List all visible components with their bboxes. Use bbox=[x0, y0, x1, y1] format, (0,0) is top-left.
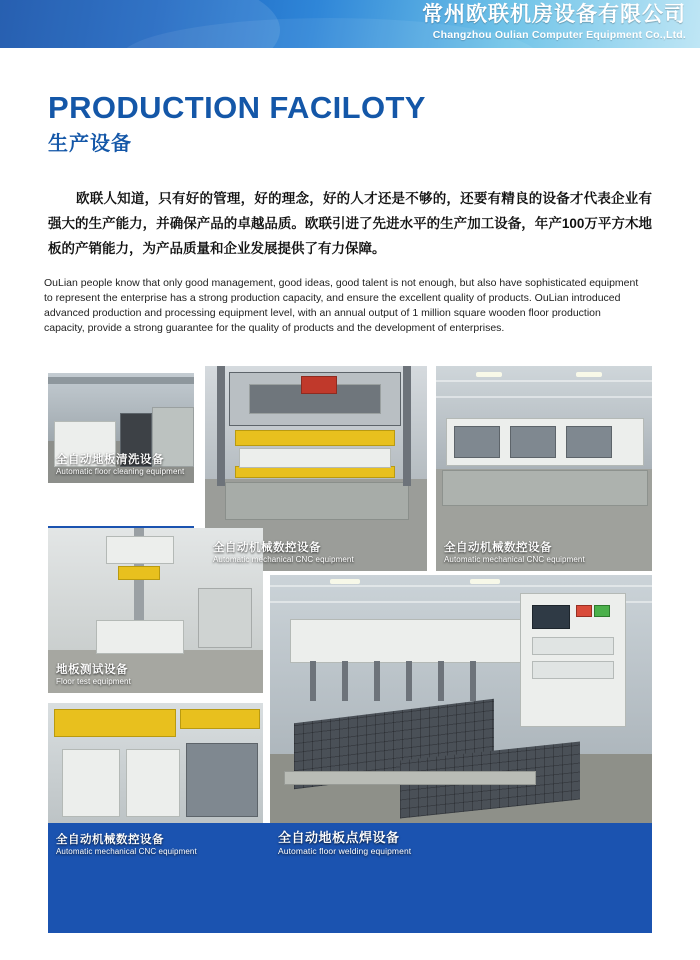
welder-gantry bbox=[290, 619, 522, 663]
welder-arm-4 bbox=[406, 661, 412, 701]
photo-floor-cleaning bbox=[48, 373, 194, 483]
photo-caption bbox=[56, 833, 197, 857]
test-base bbox=[96, 620, 184, 654]
roof-line bbox=[436, 380, 652, 382]
caption-cn: 全自动地板清洗设备 bbox=[56, 454, 164, 466]
caption-en: Automatic mechanical CNC equipment bbox=[56, 847, 197, 856]
conveyor bbox=[239, 448, 391, 468]
photo-caption bbox=[56, 663, 131, 687]
yellow-gantry-2 bbox=[180, 709, 260, 729]
caption-en: Automatic mechanical CNC equipment bbox=[444, 555, 585, 564]
machine-dark bbox=[186, 743, 258, 817]
photo-caption bbox=[56, 453, 184, 477]
roof-line bbox=[270, 585, 652, 587]
photo-cnc-press bbox=[205, 366, 427, 571]
welder-arm-1 bbox=[310, 661, 316, 701]
caption-en: Floor test equipment bbox=[56, 677, 131, 686]
yellow-rail bbox=[235, 430, 395, 446]
page-header bbox=[0, 0, 700, 48]
caption-cn: 地板测试设备 bbox=[56, 664, 128, 676]
caption-cn: 全自动机械数控设备 bbox=[56, 834, 164, 846]
indicator-red bbox=[576, 605, 592, 617]
caption-en: Automatic floor cleaning equipment bbox=[56, 467, 185, 476]
welder-arm-6 bbox=[470, 661, 476, 701]
photo-gallery bbox=[0, 48, 700, 960]
photo-caption bbox=[213, 541, 354, 565]
company-name-en: Changzhou Oulian Computer Equipment Co.,Ltd. bbox=[432, 29, 686, 41]
red-label bbox=[301, 376, 337, 394]
photo-caption bbox=[444, 541, 585, 565]
lamp-icon-2 bbox=[576, 372, 602, 377]
cabinet-2 bbox=[126, 749, 180, 817]
control-screen bbox=[532, 605, 570, 629]
company-identity bbox=[422, 2, 686, 42]
lamp-icon bbox=[476, 372, 502, 377]
unit-1 bbox=[454, 426, 500, 458]
caption-cn: 全自动机械数控设备 bbox=[213, 542, 321, 554]
column-left bbox=[217, 366, 225, 486]
photo-spot-welding bbox=[270, 575, 652, 863]
yellow-part bbox=[118, 566, 160, 580]
ceiling-beam bbox=[48, 377, 194, 384]
intro-paragraph-en: OuLian people know that only good management, good ideas, good talent is not enough, but also have sophisticated equipment to represent the enterprise has a strong production capacity, and ensure the excellent quality of products. OuLian introduced advanced production and processing equipment level, with an annual output of 1 million square wooden floor production capacity, provide a strong guarantee for the quality of products and the development of enterprises. bbox=[44, 277, 639, 334]
control-row-1 bbox=[532, 637, 614, 655]
welder-arm-5 bbox=[438, 661, 444, 701]
unit-2 bbox=[510, 426, 556, 458]
lamp-icon-2 bbox=[470, 579, 500, 584]
yellow-gantry bbox=[54, 709, 176, 737]
column-right bbox=[403, 366, 411, 486]
cabinet-1 bbox=[62, 749, 120, 817]
photo-caption bbox=[278, 830, 411, 857]
table bbox=[225, 482, 409, 520]
caption-cn: 全自动机械数控设备 bbox=[444, 542, 552, 554]
test-head bbox=[106, 536, 174, 564]
photo-cnc-line bbox=[436, 366, 652, 571]
page-body bbox=[0, 48, 700, 960]
cabinet bbox=[198, 588, 252, 648]
welder-arm-3 bbox=[374, 661, 380, 701]
caption-cn: 全自动地板点焊设备 bbox=[278, 830, 400, 845]
intro-paragraph-cn: 欧联人知道，只有好的管理，好的理念，好的人才还是不够的，还要有精良的设备才代表企业有强大的生产能力，并确保产品的卓越品质。欧联引进了先进水平的生产加工设备，年产100万平方木地板的产销能力，为产品质量和企业发展提供了有力保障。 bbox=[48, 191, 652, 256]
caption-en: Automatic mechanical CNC equipment bbox=[213, 555, 354, 564]
roof-line-2 bbox=[436, 396, 652, 398]
unit-3 bbox=[566, 426, 612, 458]
frame-rail bbox=[284, 771, 536, 785]
control-row-2 bbox=[532, 661, 614, 679]
company-name-cn: 常州欧联机房设备有限公司 bbox=[422, 3, 686, 26]
lamp-icon bbox=[330, 579, 360, 584]
conveyor-long bbox=[442, 470, 648, 506]
caption-en: Automatic floor welding equipment bbox=[278, 846, 412, 856]
page-title-cn: 生产设备 bbox=[48, 133, 132, 155]
page-title-en: PRODUCTION FACILOTY bbox=[48, 90, 426, 125]
welder-arm-2 bbox=[342, 661, 348, 701]
indicator-green bbox=[594, 605, 610, 617]
